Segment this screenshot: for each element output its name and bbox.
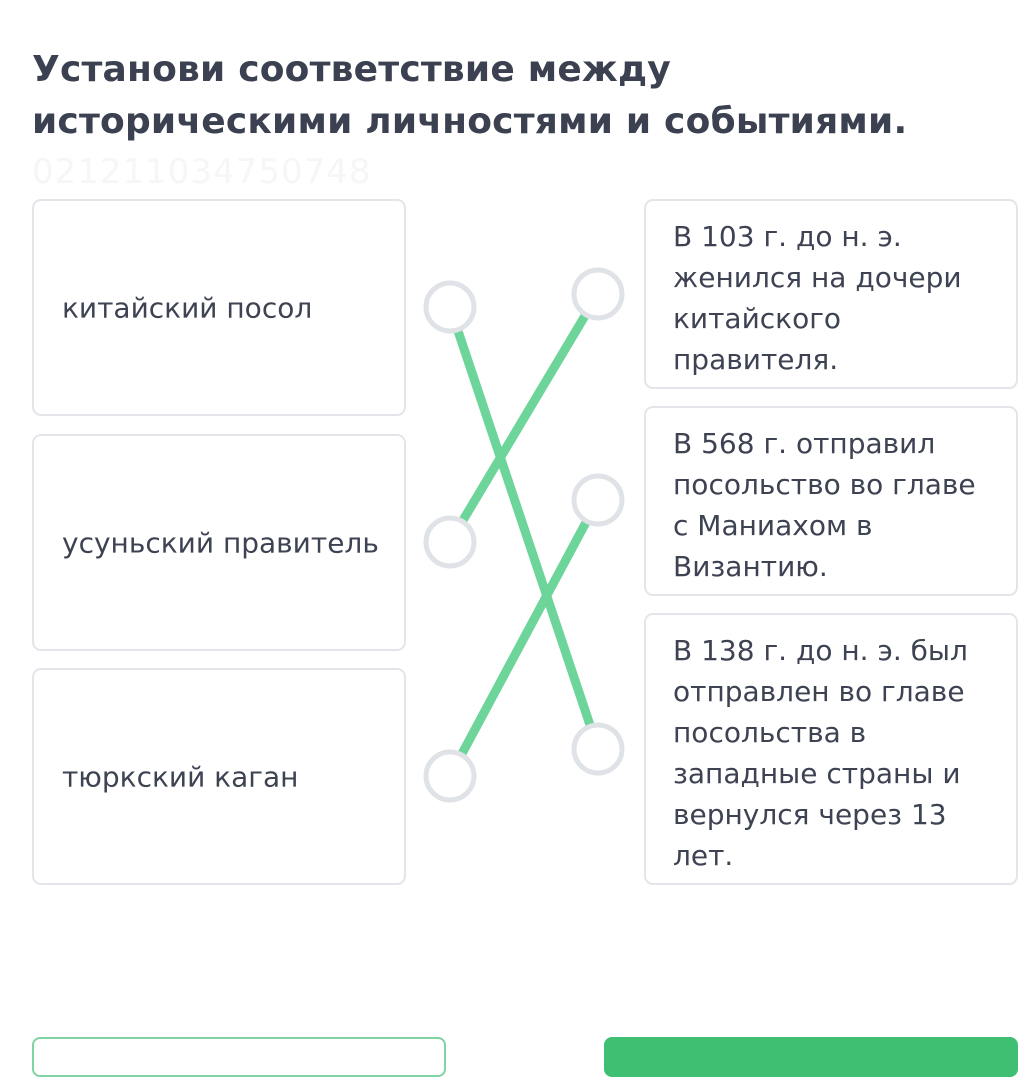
left-item-label: тюркский каган (62, 760, 299, 793)
right-item-label: В 568 г. отправил посольство во главе с Маниахом в Византию. (673, 427, 976, 583)
watermark-code: 021211034750748 (32, 152, 372, 192)
right-connector-dot[interactable] (574, 270, 622, 318)
primary-button[interactable] (604, 1037, 1018, 1077)
right-item-label: В 103 г. до н. э. женился на дочери китайского правителя. (673, 220, 962, 376)
secondary-button[interactable] (32, 1037, 446, 1077)
left-connector-dot[interactable] (426, 518, 474, 566)
right-connector-dot[interactable] (574, 476, 622, 524)
match-line (462, 523, 585, 753)
left-connector-dot[interactable] (426, 283, 474, 331)
question-title: Установи соответствие между историческими личностями и событиями. (32, 49, 908, 142)
right-item-label: В 138 г. до н. э. был отправлен во главе посольства в западные страны и вернулся через 13 лет. (673, 634, 968, 872)
match-line (458, 332, 589, 725)
left-item-label: усуньский правитель (62, 526, 379, 559)
match-line (463, 316, 584, 519)
right-connector-dot[interactable] (574, 725, 622, 773)
left-item-label: китайский посол (62, 291, 313, 324)
left-connector-dot[interactable] (426, 752, 474, 800)
